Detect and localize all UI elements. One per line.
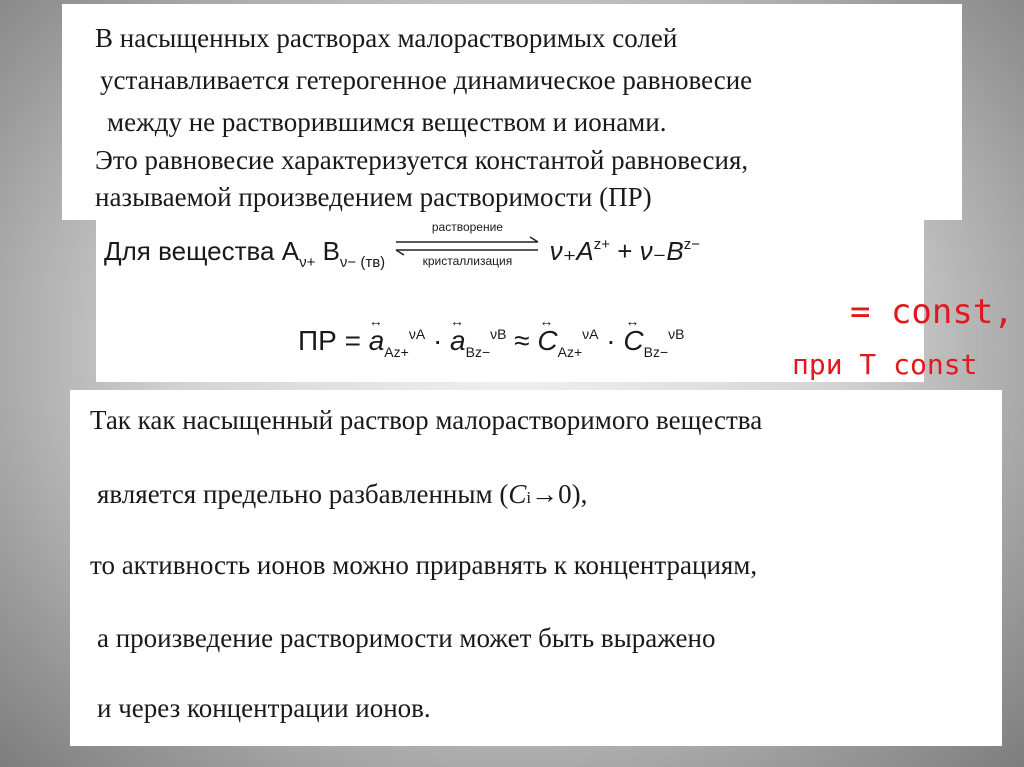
- sup-A: νA: [408, 326, 426, 342]
- nu-symbol: ν: [299, 254, 307, 271]
- sup-B: νB: [490, 326, 507, 342]
- explanation-line-3: то активность ионов можно приравнять к концентрациям,: [90, 550, 758, 580]
- charge-B: z−: [683, 236, 700, 253]
- charge-A: z+: [593, 236, 610, 253]
- solubility-product-formula: [298, 313, 685, 368]
- definition-line-2: устанавливается гетерогенное динамическое равновесие: [100, 65, 753, 95]
- dot-operator-2: ·: [606, 325, 616, 356]
- explanation-line-2: является предельно разбавленным (Ci→0),: [97, 479, 588, 509]
- explanation-line-5: и через концентрации ионов.: [97, 693, 431, 723]
- sub-B: Bz−: [465, 344, 491, 360]
- arrow-label-dissolution: растворение: [431, 220, 503, 234]
- dissolution-equation: [104, 220, 700, 279]
- arrow-label-crystallization: кристаллизация: [422, 254, 513, 268]
- sub-A: Az+: [384, 344, 409, 360]
- explanation-line-1: Так как насыщенный раствор малорастворимого вещества: [90, 405, 763, 435]
- definition-line-1: В насыщенных растворах малорастворимых солей: [95, 23, 678, 53]
- activity-B: ↔ a: [450, 313, 466, 356]
- plus-sign: +: [617, 236, 633, 266]
- equilibrium-arrows: [392, 220, 542, 268]
- definition-line-5: называемой произведением растворимости (ПР): [95, 182, 652, 212]
- sup-CA: νA: [582, 326, 599, 342]
- sub-CA: Az+: [557, 344, 583, 360]
- equation-intro: Для вещества A: [104, 236, 300, 266]
- minus-subscript: ν− (тв): [339, 254, 386, 271]
- approx-sign: ≈: [514, 325, 530, 356]
- product-B: ν₋B: [639, 236, 684, 266]
- definition-line-4: Это равновесие характеризуется константой равновесия,: [95, 145, 749, 175]
- dot-operator: ·: [432, 325, 443, 356]
- plus-subscript: +: [306, 254, 316, 271]
- species-B: B: [322, 236, 340, 266]
- handwritten-temperature: при T const: [792, 348, 978, 381]
- activity-A: ↔ a: [368, 313, 385, 356]
- product-A: ν₊A: [549, 236, 594, 266]
- explanation-line-4: а произведение растворимости может быть выражено: [97, 623, 716, 653]
- handwritten-const: = const,: [850, 292, 1014, 332]
- definition-line-3: между не растворившимся веществом и ионами.: [107, 107, 667, 137]
- concentration-B: ↔ C: [623, 313, 644, 356]
- sub-CB: Bz−: [643, 344, 669, 360]
- sup-CB: νB: [668, 326, 685, 342]
- concentration-A: ↔ C: [537, 313, 558, 356]
- formula-lhs: ПР =: [298, 325, 361, 356]
